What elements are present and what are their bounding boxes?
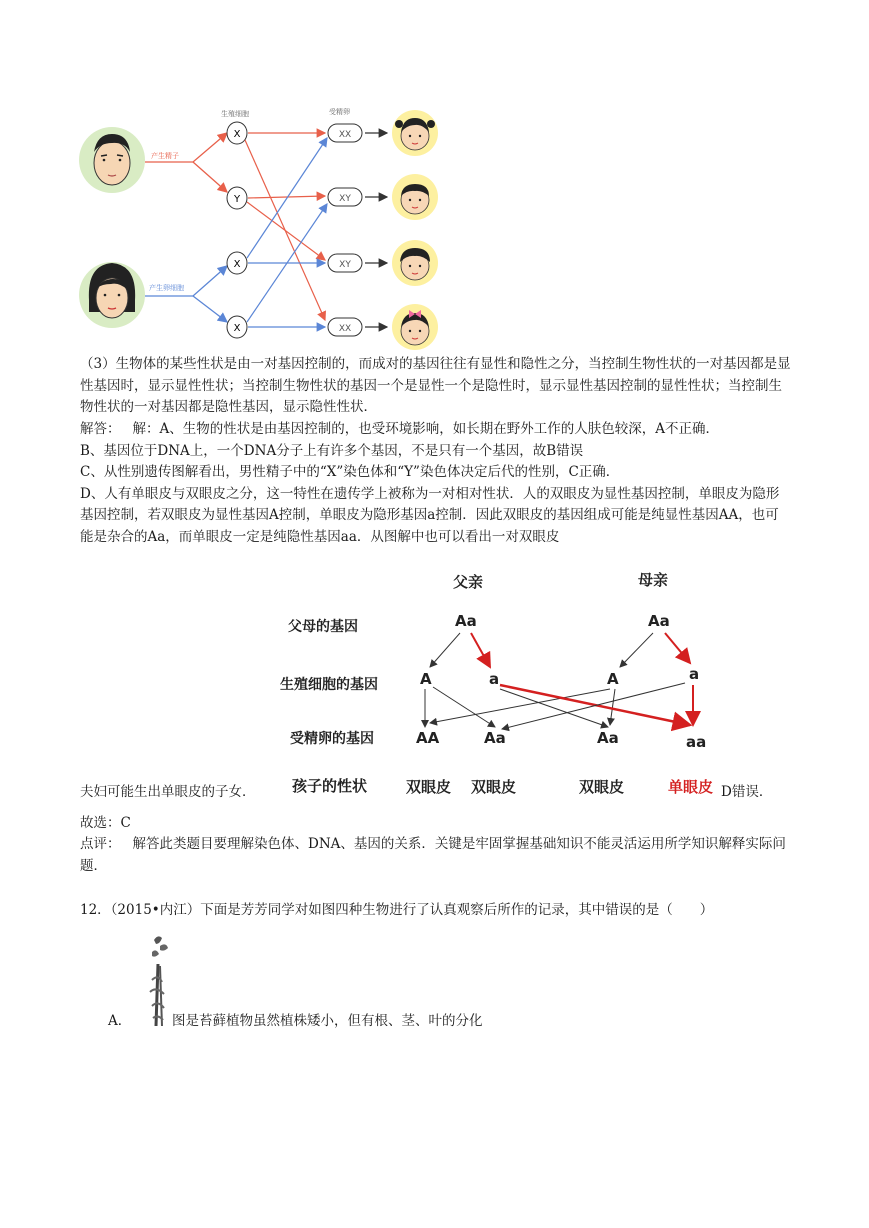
mother-title: 母亲: [638, 571, 669, 589]
germ-cell-x3: [227, 316, 247, 338]
answer-label: 解答：: [80, 421, 121, 437]
sperm-label: 产生精子: [151, 152, 179, 160]
row-label-trait: 孩子的性状: [292, 777, 368, 795]
zygote-xx-1: [328, 124, 362, 142]
trait-double-eyelid-2: 双眼皮: [471, 778, 517, 796]
germ-gene-mother-a: a: [689, 665, 700, 683]
germ-cell-y: [227, 187, 247, 209]
option-a-letter: A．: [108, 1013, 132, 1029]
boy-face-icon: [392, 174, 438, 220]
trait-double-eyelid-3: 双眼皮: [579, 778, 625, 796]
father-genotype: Aa: [455, 612, 477, 630]
paragraph-3: （3）生物体的某些性状是由一对基因控制的，而成对的基因往往有显性和隐性之分，当控制生物性状的一对基因都是显性基因时，显示显性性状；当控制生物性状的基因一个是显性一个是隐性时，显示显性基因控制的显性性状；当控制生物性状的一对基因都是隐性基因，显示隐性性状．: [80, 356, 791, 415]
row-label-zygote: 受精卵的基因: [290, 731, 374, 747]
zygote-gene-Aa-2: Aa: [597, 729, 619, 747]
comment-block: [80, 834, 792, 877]
zygote-xx-2: [328, 318, 362, 336]
zygote-xy-1: [328, 188, 362, 206]
answer-a: 解：A、生物的性状是由基因控制的，也受环境影响，如长期在野外工作的人肤色较深，A不正确．: [132, 421, 719, 437]
svg-text:XX: XX: [338, 324, 352, 334]
svg-text:X: X: [233, 129, 241, 140]
germ-cell-x1: [227, 122, 247, 144]
row-label-germ: 生殖细胞的基因: [280, 677, 378, 693]
zygote-gene-aa: aa: [686, 733, 707, 751]
answer-d-end-left: 夫妇可能生出单眼皮的子女．: [80, 784, 256, 800]
zygote-column-title: 受精卵: [329, 108, 350, 116]
zygote-xy-2: [328, 254, 362, 272]
germ-gene-father-a: a: [489, 670, 500, 688]
choice-line: 故选：C: [80, 815, 131, 831]
comment-label: 点评：: [80, 836, 121, 852]
germ-gene-father-A: A: [420, 670, 432, 688]
question-12: 12．（2015•内江）下面是芳芳同学对如图四种生物进行了认真观察后所作的记录，其中错误的是（ ）: [80, 902, 714, 918]
gene-inheritance-diagram: [270, 565, 785, 800]
answer-d: D、人有单眼皮与双眼皮之分，这一特性在遗传学上被称为一对相对性状．人的双眼皮为显性基因控制，单眼皮为隐形基因控制，若双眼皮为显性基因A控制，单眼皮为隐形基因a控制．因此双眼皮的基因组成可能是纯显性基因AA，也可能是杂合的Aa，而单眼皮一定是纯隐性基因aa．从图解中也可以看出一对双眼皮: [80, 485, 780, 545]
row-label-parent: 父母的基因: [288, 619, 358, 635]
zygote-gene-AA: AA: [416, 729, 440, 747]
svg-text:XY: XY: [339, 260, 351, 270]
option-a-text: 图是苔藓植物虽然植株矮小，但有根、茎、叶的分化: [172, 1013, 483, 1029]
svg-text:Y: Y: [233, 194, 241, 205]
answer-b: B、基因位于DNA上，一个DNA分子上有许多个基因，不是只有一个基因，故B错误: [80, 442, 584, 459]
comment-text: 解答此类题目要理解染色体、DNA、基因的关系．关键是牢固掌握基础知识不能灵活运用所学知识解释实际问题．: [80, 836, 786, 874]
girl-face-icon: [392, 304, 438, 350]
boy-face-icon: [392, 240, 438, 286]
germ-cell-x2: [227, 252, 247, 274]
answer-d-end-right: D错误．: [721, 784, 773, 800]
svg-text:X: X: [233, 323, 241, 334]
answer-c: C、从性别遗传图解看出，男性精子中的“X”染色体和“Y”染色体决定后代的性别，C正确．: [80, 464, 620, 480]
egg-label: 产生卵细胞: [149, 284, 184, 292]
woman-face-icon: [79, 262, 145, 328]
sex-determination-diagram: [75, 100, 475, 350]
svg-text:X: X: [233, 259, 241, 270]
zygote-gene-Aa-1: Aa: [484, 729, 506, 747]
father-title: 父亲: [453, 573, 484, 591]
answer-block: [80, 419, 792, 548]
girl-face-icon: [392, 110, 438, 156]
germ-gene-mother-A: A: [607, 670, 619, 688]
trait-single-eyelid: 单眼皮: [668, 778, 714, 796]
man-face-icon: [79, 127, 145, 193]
svg-text:XY: XY: [339, 194, 351, 204]
svg-text:XX: XX: [338, 130, 352, 140]
trait-double-eyelid-1: 双眼皮: [406, 778, 452, 796]
mother-genotype: Aa: [648, 612, 670, 630]
germ-cell-column-title: 生殖细胞: [221, 110, 249, 118]
